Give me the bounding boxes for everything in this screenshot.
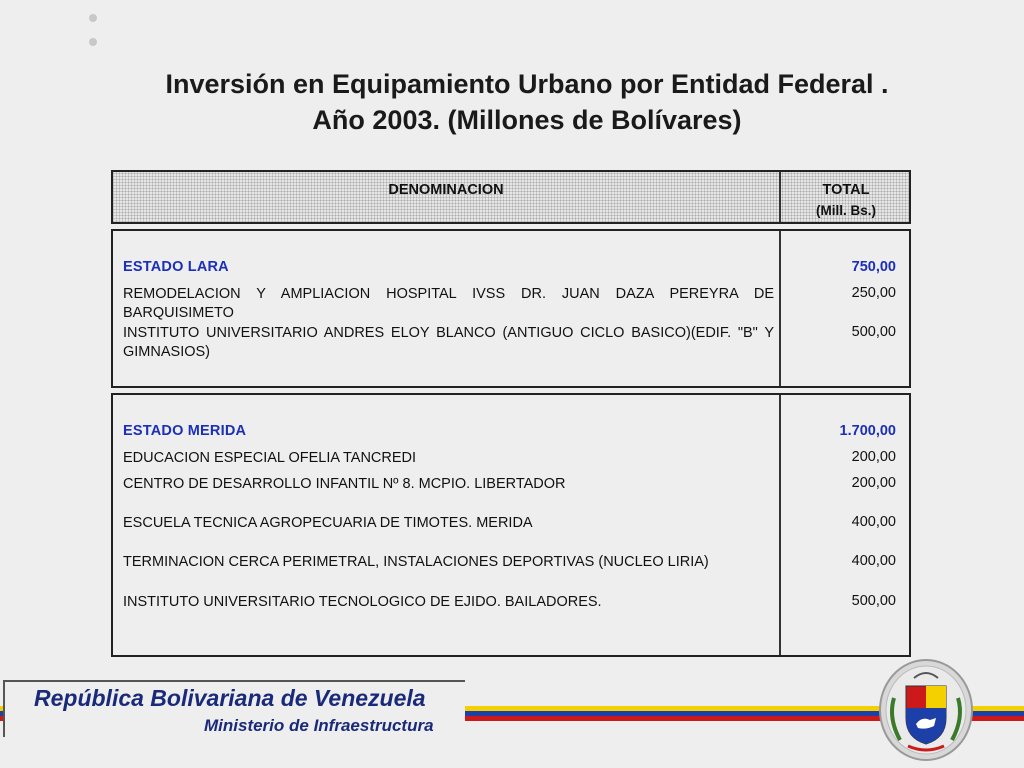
section-lara [111,229,911,388]
item-description: INSTITUTO UNIVERSITARIO ANDRES ELOY BLANCO (ANTIGUO CICLO BASICO)(EDIF. "B" Y GIMNASIOS) [123,325,774,360]
bullet-dot [89,14,97,22]
section-merida [111,393,911,657]
title-line-2: Año 2003. (Millones de Bolívares) [312,105,742,135]
column-divider [779,231,781,386]
header-unit: (Mill. Bs.) [816,203,876,218]
bullet-dot [89,38,97,46]
item-value: 200,00 [851,449,896,465]
state-name: ESTADO LARA [123,259,229,275]
state-total: 750,00 [851,259,896,275]
item-value: 400,00 [851,553,896,569]
republic-name: República Bolivariana de Venezuela [34,685,426,711]
item-description: CENTRO DE DESARROLLO INFANTIL Nº 8. MCPIO. LIBERTADOR [123,476,566,492]
item-value: 200,00 [851,475,896,491]
state-total: 1.700,00 [839,423,896,439]
item-description: EDUCACION ESPECIAL OFELIA TANCREDI [123,450,417,466]
column-divider [779,395,781,655]
item-description: INSTITUTO UNIVERSITARIO TECNOLOGICO DE EJIDO. BAILADORES. [123,594,602,610]
table-header [111,170,911,224]
item-value: 400,00 [851,514,896,530]
item-description: REMODELACION Y AMPLIACION HOSPITAL IVSS DR. JUAN DAZA PEREYRA DE BARQUISIMETO [123,286,774,321]
item-description: TERMINACION CERCA PERIMETRAL, INSTALACIONES DEPORTIVAS (NUCLEO LIRIA) [123,554,709,570]
header-denominacion: DENOMINACION [388,182,504,198]
item-description: ESCUELA TECNICA AGROPECUARIA DE TIMOTES. MERIDA [123,515,533,531]
title-line-1: Inversión en Equipamiento Urbano por Entidad Federal . [165,69,889,99]
item-value: 250,00 [851,285,896,301]
item-value: 500,00 [851,593,896,609]
coat-of-arms-icon [878,658,974,762]
item-value: 500,00 [851,324,896,340]
state-name: ESTADO MERIDA [123,423,247,439]
header-total: TOTAL [822,182,870,198]
page-title [0,66,1024,138]
ministry-name: Ministerio de Infraestructura [204,716,434,735]
